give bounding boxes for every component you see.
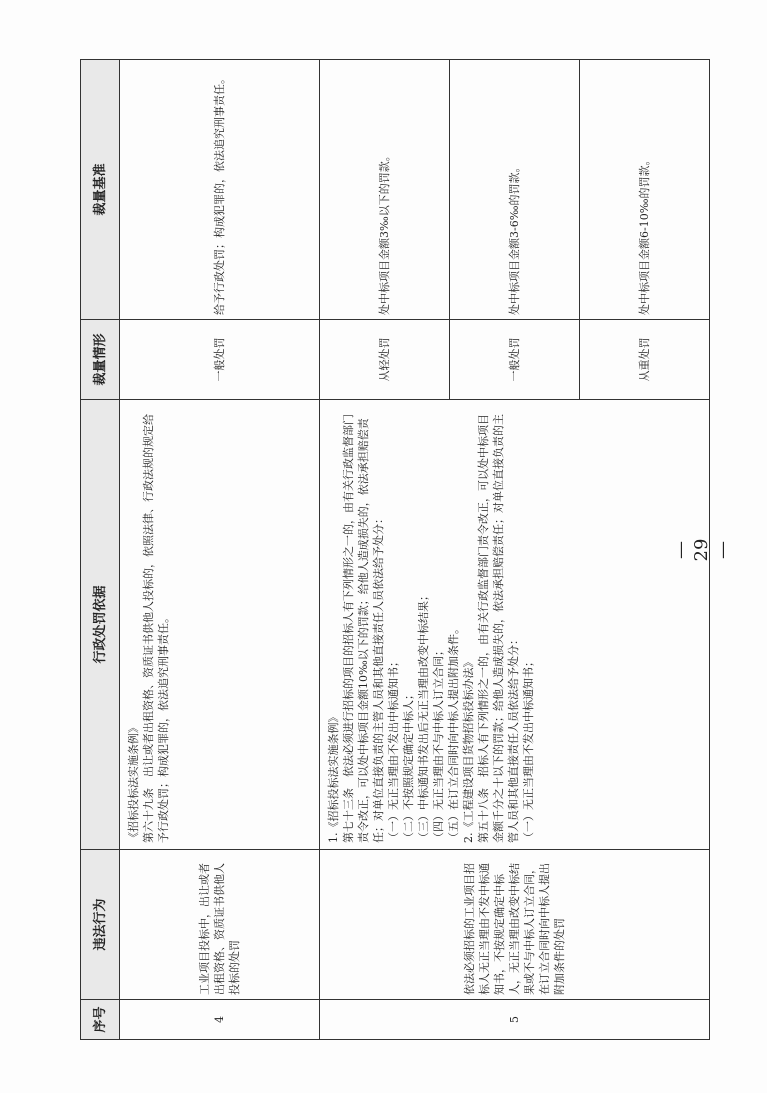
row-act: 依法必须招标的工业项目招标人无正当理由不发中标通知书，不按规定确定中标人，无正当理由改变中标结果或不与中标人订立合同，在订立合同时向中标人提出附加条件的处罚 — [320, 850, 710, 1000]
row-situation: 一般处罚 — [120, 320, 320, 400]
row-situation: 从重处罚 — [580, 320, 710, 400]
basis-line: （一）无正当理由不发出中标通知书； — [387, 656, 400, 843]
row-seq: 5 — [320, 1000, 710, 1040]
table-row — [320, 60, 450, 1040]
rotated-table-wrapper — [80, 60, 705, 1040]
row-situation: 一般处罚 — [450, 320, 580, 400]
row-basis — [120, 400, 320, 850]
basis-line: 1.《招标投标法实施条例》 — [327, 711, 340, 843]
row-act: 工业项目投标中，出让或者出租资格、资质证书供他人投标的处罚 — [120, 850, 320, 1000]
header-row — [81, 60, 120, 1040]
row-standard: 处中标项目金额3‰以下的罚款。 — [320, 60, 450, 320]
basis-line: 《招标投标法实施条例》 — [127, 722, 140, 843]
basis-line: （四）无正当理由不与中标人订立合同； — [432, 645, 445, 843]
basis-line: 第六十九条 出让或者出租资格、资质证书供他人投标的，依照法律、行政法规的规定给予行政处罚；构成犯罪的，依法追究刑事责任。 — [142, 414, 170, 843]
basis-line: （五）在订立合同时向中标人提出附加条件。 — [447, 623, 460, 843]
row-standard: 处中标项目金额6-10‰的罚款。 — [580, 60, 710, 320]
header-standard: 裁量基准 — [81, 60, 120, 320]
basis-line: （三）中标通知书发出后无正当理由改变中标结果； — [417, 590, 430, 843]
header-act: 违法行为 — [81, 850, 120, 1000]
row-standard: 处中标项目金额3-6‰的罚款。 — [450, 60, 580, 320]
basis-line: 第五十八条 招标人有下列情形之一的，由有关行政监督部门责令改正，可以处中标项目金额千分之十以下的罚款；给他人造成损失的，依法承担赔偿责任；对单位直接负责的主管人员和其他直接责任人员依法给予处分： — [477, 414, 520, 843]
basis-line: （一）无正当理由不发出中标通知书； — [522, 656, 535, 843]
page-number: — 29 — — [670, 538, 733, 562]
basis-line: （二）不按照规定确定中标人； — [402, 689, 415, 843]
row-situation: 从轻处罚 — [320, 320, 450, 400]
basis-line: 第七十三条 依法必须进行招标的项目的招标人有下列情形之一的，由有关行政监督部门责令改正，可以处中标项目金额10‰以下的罚款；给他人造成损失的，依法承担赔偿责任；对单位直接负责的主管人员和其他直接责任人员依法给予处分： — [342, 414, 385, 843]
row-basis — [320, 400, 710, 850]
header-basis: 行政处罚依据 — [81, 400, 120, 850]
header-situation: 裁量情形 — [81, 320, 120, 400]
basis-line: 2.《工程建设项目货物招标投标办法》 — [462, 656, 475, 843]
header-seq: 序号 — [81, 1000, 120, 1040]
table-row — [120, 60, 320, 1040]
row-standard: 给予行政处罚；构成犯罪的，依法追究刑事责任。 — [120, 60, 320, 320]
row-seq: 4 — [120, 1000, 320, 1040]
penalty-table — [80, 59, 710, 1040]
